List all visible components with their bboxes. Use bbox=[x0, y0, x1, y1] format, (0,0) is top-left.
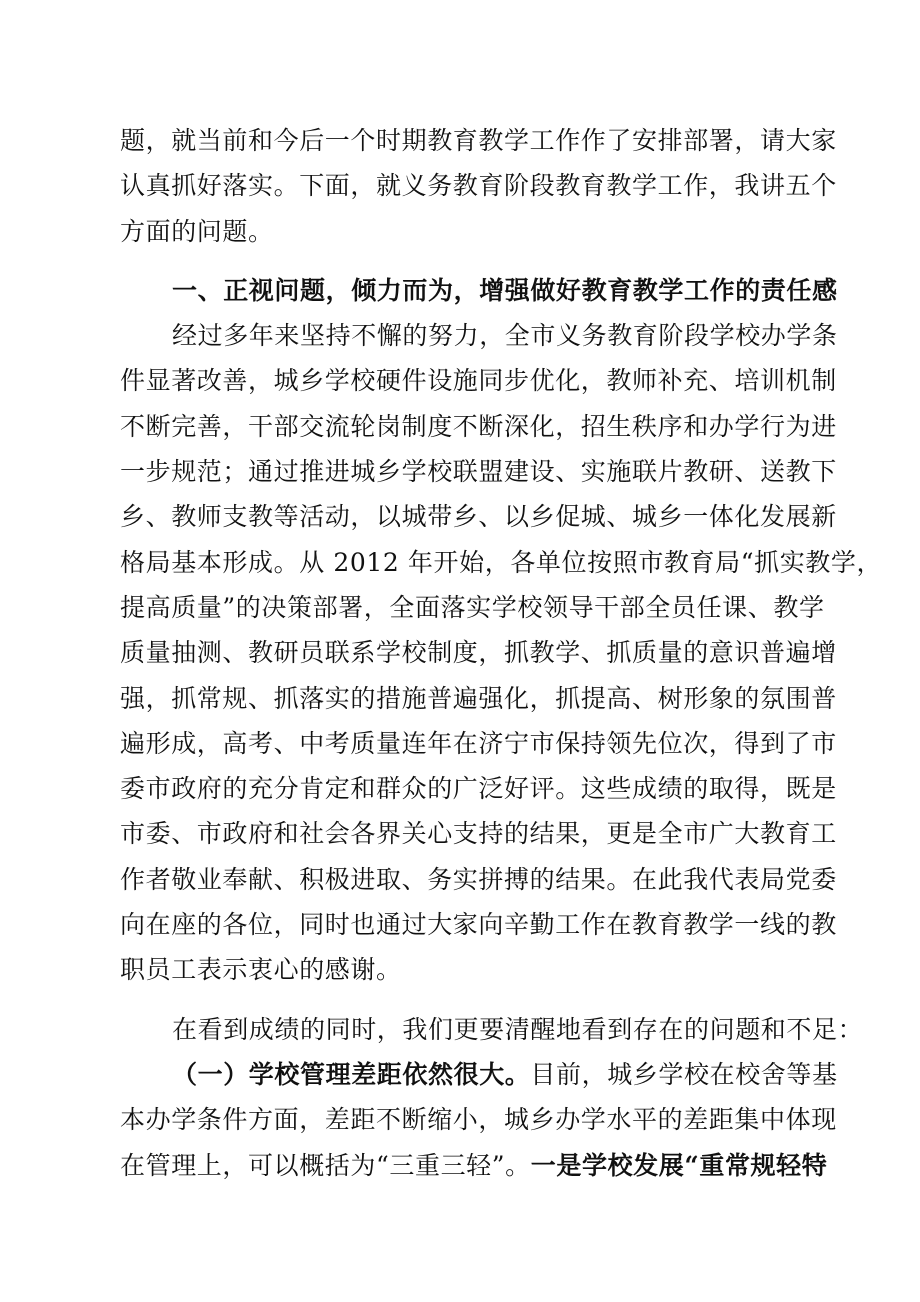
text-span: 在管理上，可以概括为“三重三轻”。 bbox=[120, 1150, 531, 1180]
text-line: 遍形成，高考、中考质量连年在济宁市保持领先位次，得到了市 bbox=[120, 728, 837, 758]
section-heading: 一、正视问题，倾力而为，增强做好教育教学工作的责任感 bbox=[172, 275, 838, 305]
text-line: 向在座的各位，同时也通过大家向辛勤工作在教育教学一线的教 bbox=[120, 910, 837, 940]
text-line: 质量抽测、教研员联系学校制度，抓教学、抓质量的意识普遍增 bbox=[120, 638, 837, 668]
paragraph-first-line: 经过多年来坚持不懈的努力，全市义务教育阶段学校办学条 bbox=[172, 321, 838, 351]
text-line: 不断完善，干部交流轮岗制度不断深化，招生秩序和办学行为进 bbox=[120, 411, 837, 441]
text-line: 一步规范；通过推进城乡学校联盟建设、实施联片教研、送教下 bbox=[120, 457, 837, 487]
text-line: 认真抓好落实。下面，就义务教育阶段教育教学工作，我讲五个 bbox=[120, 171, 837, 201]
text-line: 强，抓常规、抓落实的措施普遍强化，抓提高、树形象的氛围普 bbox=[120, 683, 837, 713]
subsection-heading: （一）学校管理差距依然很大。 bbox=[172, 1059, 531, 1089]
subsection-line bbox=[120, 1052, 838, 1097]
text-line: 提高质量”的决策部署，全面落实学校领导干部全员任课、教学 bbox=[120, 592, 825, 622]
document-body bbox=[120, 118, 883, 1188]
text-line: 格局基本形成。从 2012 年开始，各单位按照市教育局“抓实教学， bbox=[120, 547, 883, 577]
text-line: 件显著改善，城乡学校硬件设施同步优化，教师补充、培训机制 bbox=[120, 366, 837, 396]
text-line: 题，就当前和今后一个时期教育教学工作作了安排部署，请大家 bbox=[120, 126, 837, 155]
text-line: 委市政府的充分肯定和群众的广泛好评。这些成绩的取得，既是 bbox=[120, 774, 837, 804]
text-span: 目前，城乡学校在校舍等基 bbox=[530, 1059, 838, 1089]
text-line: 本办学条件方面，差距不断缩小，城乡办学水平的差距集中体现 bbox=[120, 1105, 837, 1135]
text-line: 作者敬业奉献、积极进取、务实拼搏的结果。在此我代表局党委 bbox=[120, 864, 837, 894]
text-line: 方面的问题。 bbox=[120, 216, 274, 246]
text-line bbox=[120, 1143, 828, 1188]
paragraph-first-line: 在看到成绩的同时，我们更要清醒地看到存在的问题和不足： bbox=[172, 1014, 864, 1044]
text-line: 乡、教师支教等活动，以城带乡、以乡促城、城乡一体化发展新 bbox=[120, 502, 837, 532]
emphasis-span: 一是学校发展“重常规轻特 bbox=[530, 1150, 828, 1180]
text-line: 职员工表示衷心的感谢。 bbox=[120, 955, 402, 985]
text-line: 市委、市政府和社会各界关心支持的结果，更是全市广大教育工 bbox=[120, 819, 837, 849]
